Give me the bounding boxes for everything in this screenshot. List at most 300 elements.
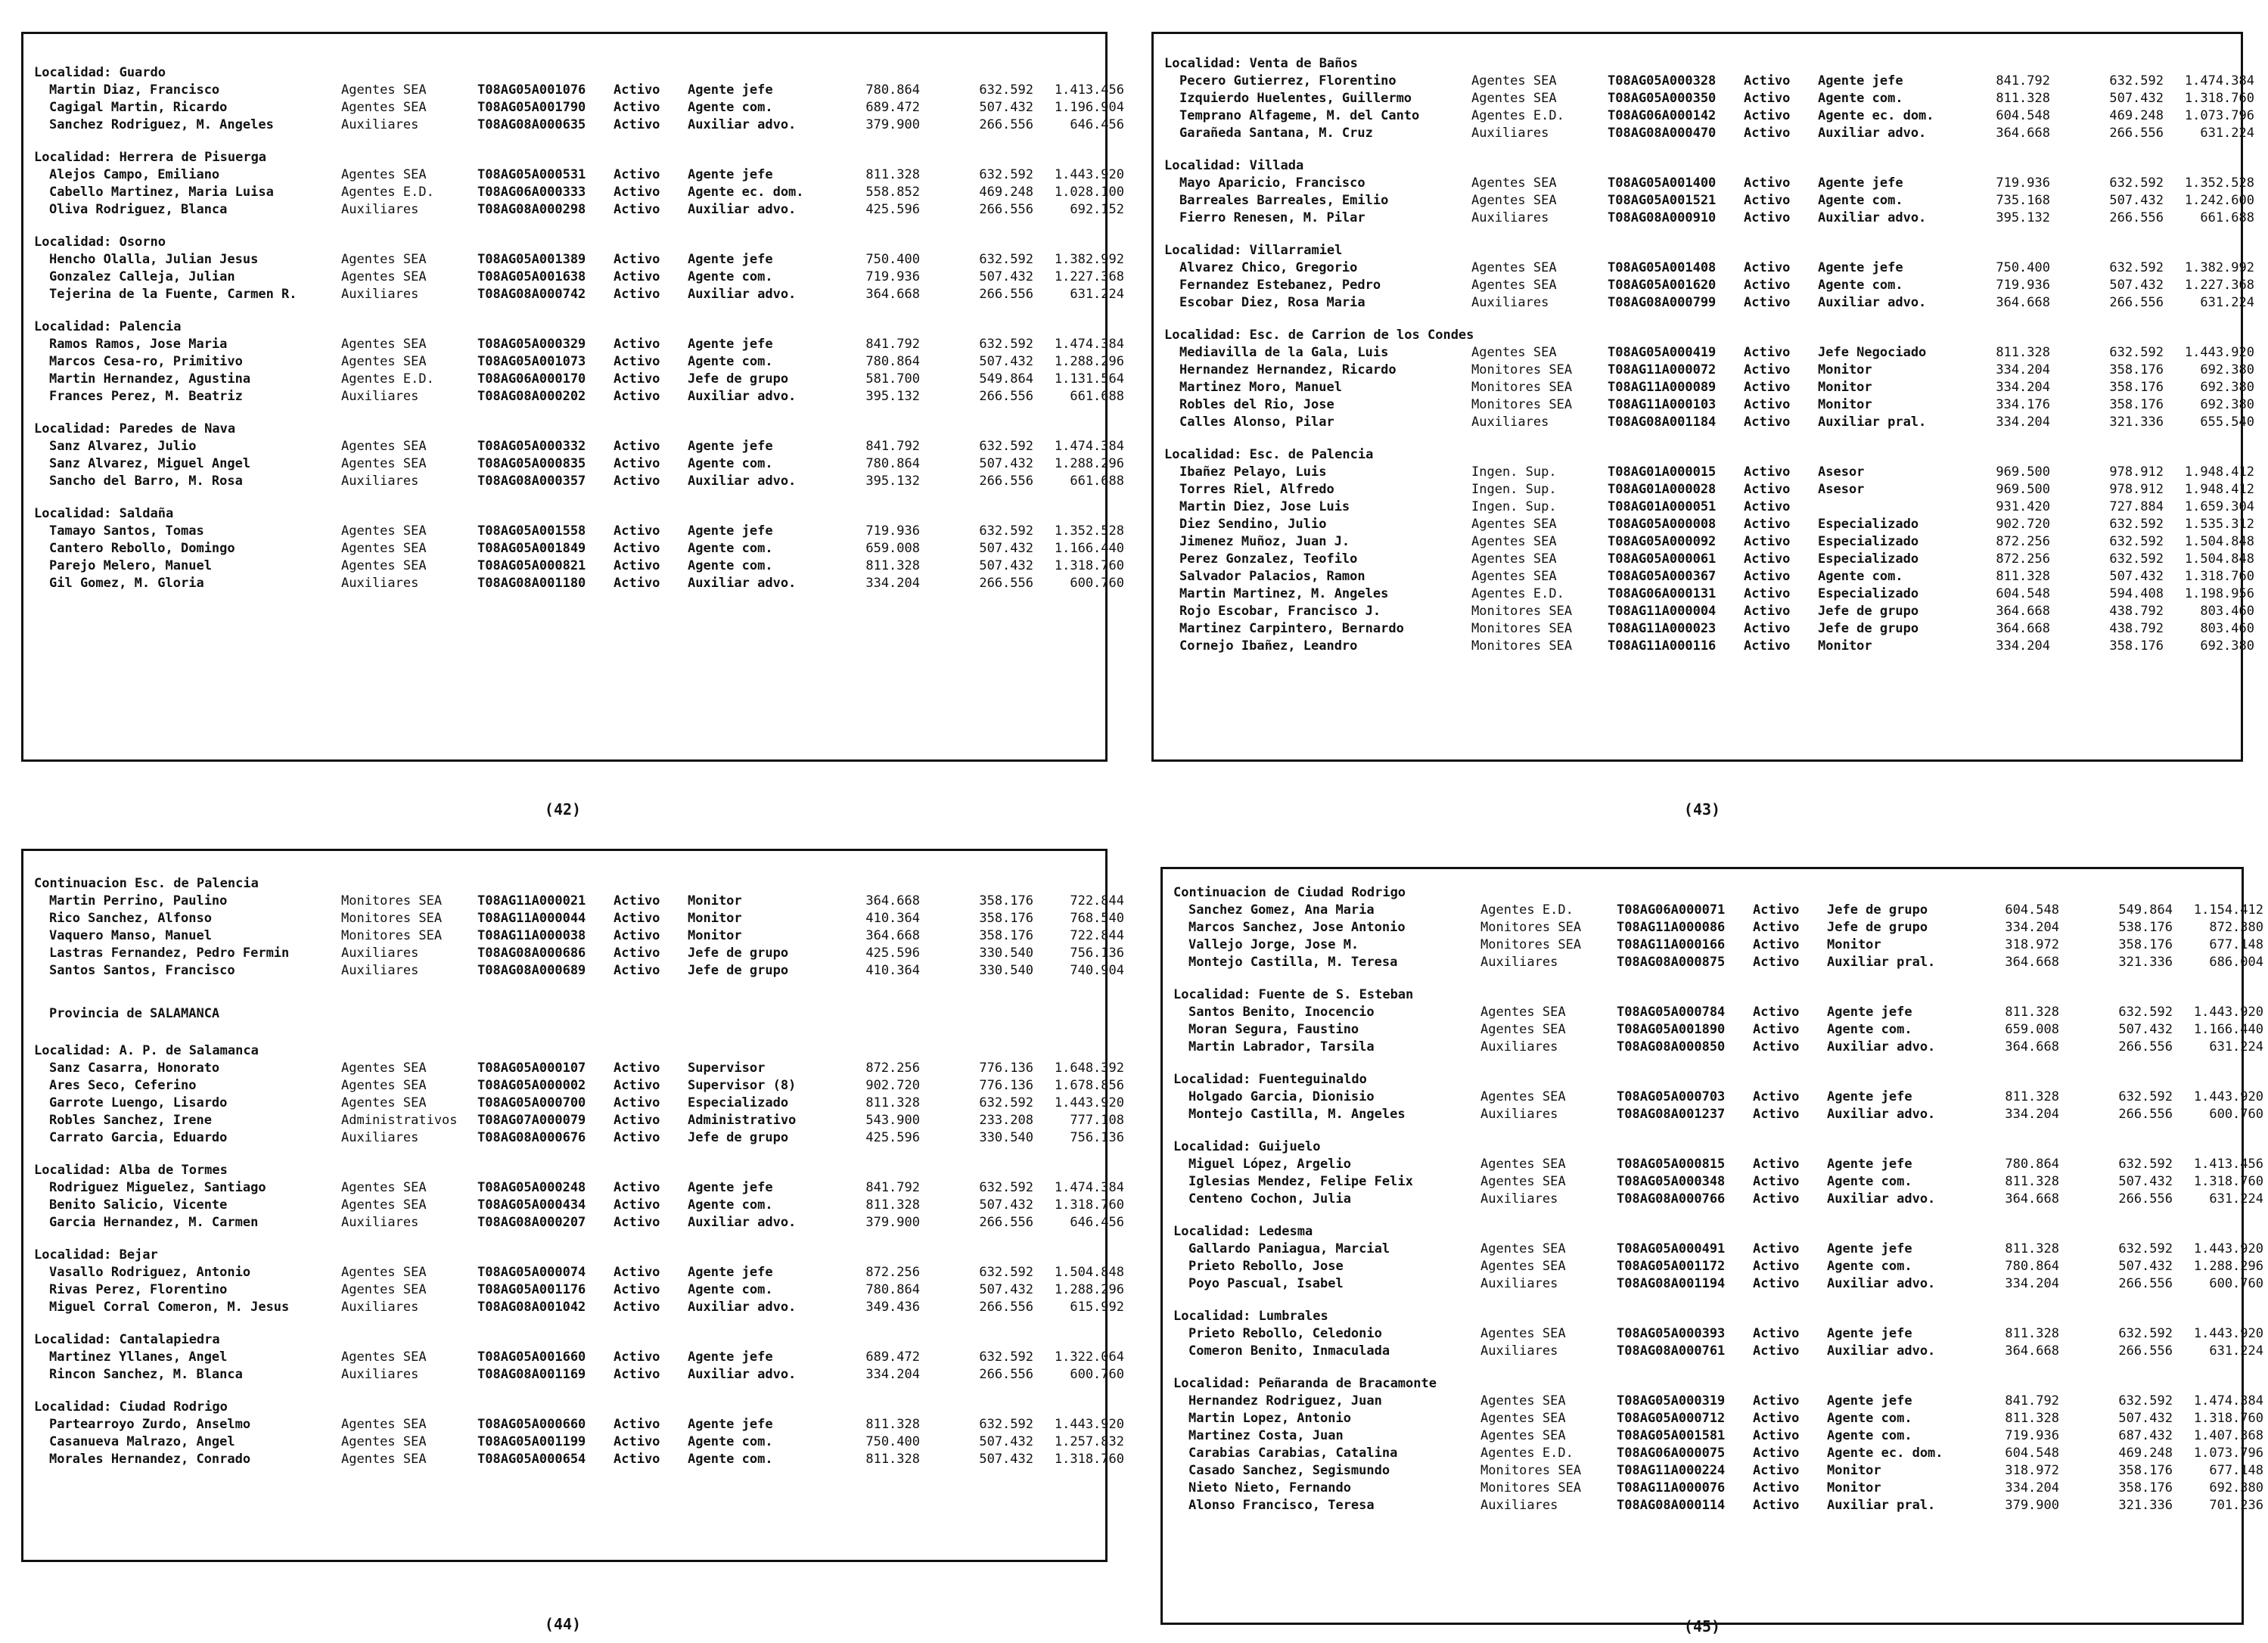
cell-position: Agente jefe: [688, 1265, 773, 1280]
cell-amount-1: 750.400: [865, 1434, 920, 1449]
cell-total: 661.688: [1070, 389, 1124, 404]
cell-code: T08AG05A001076: [477, 82, 586, 98]
cell-name: Benito Salicio, Vicente: [49, 1197, 228, 1213]
cell-total: 722.844: [1070, 893, 1124, 908]
employee-row: [1163, 1497, 2263, 1514]
cell-position: Monitor: [1818, 362, 1872, 377]
cell-position: Agente com.: [1818, 569, 1903, 584]
cell-amount-1: 334.204: [1996, 638, 2050, 654]
cell-total: 1.504.848: [1054, 1265, 1124, 1280]
cell-position: Jefe de grupo: [688, 1130, 789, 1145]
employee-row: [23, 1281, 1124, 1299]
cell-status: Activo: [1753, 1411, 1800, 1426]
cell-name: Vasallo Rodriguez, Antonio: [49, 1265, 251, 1280]
employee-row: [23, 473, 1124, 490]
locality-heading: Localidad: Villada: [1164, 158, 1304, 173]
cell-total: 701.236: [2209, 1498, 2263, 1513]
employee-row: [23, 1349, 1124, 1366]
cell-name: Alejos Campo, Emiliano: [49, 167, 220, 182]
employee-row: [23, 1060, 1124, 1077]
cell-group: Agentes SEA: [1471, 534, 1557, 549]
cell-status: Activo: [1744, 415, 1791, 430]
cell-group: Agentes SEA: [341, 100, 427, 115]
cell-position: Agente jefe: [1827, 1326, 1912, 1341]
cell-position: Agente com.: [688, 354, 773, 369]
cell-code: T08AG05A001389: [477, 252, 586, 267]
cell-amount-2: 507.432: [979, 269, 1033, 284]
cell-group: Auxiliares: [1480, 1039, 1558, 1054]
cell-group: Agentes SEA: [1471, 193, 1557, 208]
cell-total: 1.028.100: [1054, 185, 1124, 200]
cell-name: Ibañez Pelayo, Luis: [1179, 464, 1327, 480]
employee-row: [23, 927, 1124, 945]
cell-name: Mayo Aparicio, Francisco: [1179, 175, 1365, 191]
cell-position: Asesor: [1818, 482, 1865, 497]
cell-amount-1: 811.328: [865, 1095, 920, 1110]
cell-status: Activo: [1744, 210, 1791, 225]
cell-status: Activo: [1753, 1241, 1800, 1256]
cell-status: Activo: [614, 1197, 660, 1213]
locality-section: [1154, 55, 2254, 157]
cell-code: T08AG05A001581: [1617, 1428, 1726, 1443]
cell-amount-1: 969.500: [1996, 482, 2050, 497]
cell-amount-1: 364.668: [865, 287, 920, 302]
cell-group: Monitores SEA: [1480, 1463, 1582, 1478]
cell-name: Tamayo Santos, Tomas: [49, 523, 204, 539]
employee-row: [23, 286, 1124, 303]
cell-status: Activo: [1753, 955, 1800, 970]
cell-amount-2: 632.592: [2118, 1393, 2173, 1409]
cell-position: Jefe de grupo: [688, 946, 789, 961]
cell-position: Monitor: [1827, 1480, 1881, 1495]
cell-amount-2: 266.556: [979, 1215, 1033, 1230]
cell-position: Agente jefe: [688, 82, 773, 98]
cell-amount-1: 334.204: [2005, 1107, 2059, 1122]
cell-group: Auxiliares: [341, 389, 419, 404]
cell-group: Auxiliares: [1471, 210, 1549, 225]
cell-name: Miguel Corral Comeron, M. Jesus: [49, 1300, 290, 1315]
cell-code: T08AG08A001237: [1617, 1107, 1726, 1122]
cell-position: Agente com.: [688, 269, 773, 284]
cell-amount-1: 902.720: [865, 1078, 920, 1093]
cell-position: Agente com.: [688, 1452, 773, 1467]
cell-amount-2: 978.912: [2109, 464, 2164, 480]
cell-status: Activo: [1753, 902, 1800, 918]
locality-section: [23, 505, 1124, 607]
employee-row: [1154, 90, 2254, 107]
cell-group: Auxiliares: [1471, 295, 1549, 310]
cell-position: Monitor: [688, 911, 742, 926]
cell-amount-2: 632.592: [2109, 517, 2164, 532]
cell-status: Activo: [614, 117, 660, 132]
cell-total: 1.288.296: [1054, 1282, 1124, 1297]
cell-total: 1.322.064: [1054, 1349, 1124, 1365]
employee-row: [1154, 516, 2254, 533]
cell-name: Jimenez Muñoz, Juan J.: [1179, 534, 1350, 549]
cell-status: Activo: [614, 946, 660, 961]
cell-group: Auxiliares: [1471, 415, 1549, 430]
cell-amount-1: 841.792: [865, 337, 920, 352]
cell-name: Martin Diez, Jose Luis: [1179, 499, 1350, 514]
cell-group: Agentes E.D.: [1471, 586, 1564, 601]
cell-group: Agentes E.D.: [1471, 108, 1564, 123]
cell-position: Agente jefe: [688, 439, 773, 454]
cell-position: Agente ec. dom.: [1827, 1446, 1943, 1461]
employee-row: [23, 251, 1124, 269]
cell-position: Agente jefe: [688, 337, 773, 352]
employee-row: [23, 166, 1124, 184]
cell-name: Casanueva Malrazo, Angel: [49, 1434, 235, 1449]
cell-code: T08AG06A000075: [1617, 1446, 1726, 1461]
locality-section: [23, 234, 1124, 318]
cell-name: Torres Riel, Alfredo: [1179, 482, 1334, 497]
locality-heading: Localidad: Peñaranda de Bracamonte: [1173, 1376, 1437, 1391]
cell-amount-2: 507.432: [979, 100, 1033, 115]
cell-amount-2: 632.592: [979, 1265, 1033, 1280]
cell-status: Activo: [614, 1095, 660, 1110]
cell-code: T08AG01A000015: [1608, 464, 1717, 480]
cell-code: T08AG05A000348: [1617, 1174, 1726, 1189]
cell-code: T08AG11A000089: [1608, 380, 1717, 395]
cell-code: T08AG06A000333: [477, 185, 586, 200]
cell-name: Martinez Yllanes, Angel: [49, 1349, 228, 1365]
cell-code: T08AG06A000142: [1608, 108, 1717, 123]
cell-code: T08AG05A000531: [477, 167, 586, 182]
cell-position: Auxiliar advo.: [1818, 126, 1927, 141]
cell-status: Activo: [1753, 1343, 1800, 1359]
cell-amount-1: 364.668: [2005, 1039, 2059, 1054]
cell-position: Auxiliar advo.: [688, 117, 797, 132]
cell-status: Activo: [614, 893, 660, 908]
employee-row: [23, 82, 1124, 99]
employee-row: [1163, 1241, 2263, 1258]
cell-amount-1: 543.900: [865, 1113, 920, 1128]
cell-total: 631.224: [2200, 295, 2254, 310]
cell-group: Agentes E.D.: [341, 371, 434, 387]
cell-amount-1: 902.720: [1996, 517, 2050, 532]
cell-status: Activo: [1744, 380, 1791, 395]
locality-heading: Localidad: Paredes de Nava: [34, 421, 236, 436]
locality-heading: Localidad: Venta de Baños: [1164, 56, 1358, 71]
cell-code: T08AG06A000170: [477, 371, 586, 387]
locality-section: [23, 1247, 1124, 1331]
cell-code: T08AG05A000784: [1617, 1005, 1726, 1020]
cell-position: Jefe de grupo: [1818, 621, 1919, 636]
cell-name: Gonzalez Calleja, Julian: [49, 269, 235, 284]
cell-amount-2: 549.864: [979, 371, 1033, 387]
employee-row: [1154, 638, 2254, 655]
employee-row: [1154, 620, 2254, 638]
cell-position: Agente jefe: [688, 1349, 773, 1365]
locality-section: [23, 1399, 1124, 1483]
cell-name: Escobar Diez, Rosa Maria: [1179, 295, 1365, 310]
cell-code: T08AG11A000038: [477, 928, 586, 943]
cell-code: T08AG08A001042: [477, 1300, 586, 1315]
cell-name: Garcia Hernandez, M. Carmen: [49, 1215, 259, 1230]
cell-code: T08AG05A001073: [477, 354, 586, 369]
cell-total: 600.760: [1070, 1367, 1124, 1382]
employee-row: [23, 371, 1124, 388]
cell-amount-1: 425.596: [865, 202, 920, 217]
cell-status: Activo: [1753, 1276, 1800, 1291]
cell-position: Monitor: [1827, 1463, 1881, 1478]
cell-position: Agente com.: [1827, 1174, 1912, 1189]
cell-group: Auxiliares: [341, 287, 419, 302]
cell-code: T08AG08A000470: [1608, 126, 1717, 141]
cell-position: Auxiliar advo.: [688, 1367, 797, 1382]
cell-total: 646.456: [1070, 1215, 1124, 1230]
cell-amount-2: 507.432: [2118, 1174, 2173, 1189]
cell-position: Jefe de grupo: [688, 371, 789, 387]
cell-amount-2: 632.592: [2109, 260, 2164, 275]
cell-amount-2: 358.176: [2109, 397, 2164, 412]
employee-row: [23, 1095, 1124, 1112]
cell-group: Agentes SEA: [341, 82, 427, 98]
cell-amount-1: 659.008: [2005, 1022, 2059, 1037]
cell-name: Holgado Garcia, Dionisio: [1188, 1089, 1375, 1104]
locality-heading: Localidad: Fuenteguinaldo: [1173, 1072, 1367, 1087]
cell-total: 1.443.920: [1054, 1095, 1124, 1110]
employee-row: [1163, 954, 2263, 971]
cell-amount-2: 358.176: [2109, 380, 2164, 395]
cell-amount-1: 364.668: [2005, 1191, 2059, 1207]
cell-name: Sanchez Gomez, Ana Maria: [1188, 902, 1375, 918]
cell-group: Auxiliares: [1471, 126, 1549, 141]
cell-amount-2: 507.432: [979, 1434, 1033, 1449]
employee-row: [1154, 294, 2254, 312]
cell-name: Perez Gonzalez, Teofilo: [1179, 551, 1358, 567]
cell-group: Auxiliares: [1480, 1498, 1558, 1513]
cell-group: Agentes SEA: [1471, 569, 1557, 584]
cell-amount-1: 969.500: [1996, 464, 2050, 480]
locality-heading: Localidad: Esc. de Palencia: [1164, 447, 1374, 462]
cell-name: Diez Sendino, Julio: [1179, 517, 1327, 532]
cell-name: Hernandez Rodriguez, Juan: [1188, 1393, 1382, 1409]
cell-position: Auxiliar advo.: [1818, 210, 1927, 225]
cell-position: Auxiliar advo.: [688, 1300, 797, 1315]
cell-code: T08AG05A000061: [1608, 551, 1717, 567]
locality-section: [1163, 1071, 2263, 1138]
cell-name: Garrote Luengo, Lisardo: [49, 1095, 228, 1110]
cell-amount-1: 872.256: [1996, 534, 2050, 549]
cell-total: 1.073.796: [2193, 1446, 2263, 1461]
cell-name: Carrato Garcia, Eduardo: [49, 1130, 228, 1145]
cell-code: T08AG05A001521: [1608, 193, 1717, 208]
cell-amount-1: 811.328: [2005, 1174, 2059, 1189]
cell-name: Sancho del Barro, M. Rosa: [49, 474, 243, 489]
cell-position: Monitor: [1827, 937, 1881, 952]
cell-amount-2: 632.592: [2118, 1241, 2173, 1256]
cell-code: T08AG05A000350: [1608, 91, 1717, 106]
cell-amount-2: 438.792: [2109, 621, 2164, 636]
employee-row: [1154, 125, 2254, 142]
cell-group: Auxiliares: [341, 117, 419, 132]
cell-amount-2: 507.432: [979, 1452, 1033, 1467]
cell-total: 661.688: [1070, 474, 1124, 489]
cell-amount-1: 811.328: [865, 1197, 920, 1213]
cell-status: Activo: [1753, 1498, 1800, 1513]
cell-position: Auxiliar advo.: [1827, 1276, 1936, 1291]
cell-amount-1: 604.548: [2005, 1446, 2059, 1461]
locality-heading: Localidad: Cantalapiedra: [34, 1332, 220, 1347]
locality-heading: Localidad: Ciudad Rodrigo: [34, 1399, 228, 1415]
cell-total: 1.407.368: [2193, 1428, 2263, 1443]
locality-section: [23, 421, 1124, 505]
cell-amount-1: 334.204: [865, 1367, 920, 1382]
locality-heading: Localidad: Ledesma: [1173, 1224, 1313, 1239]
cell-total: 1.166.440: [2193, 1022, 2263, 1037]
cell-status: Activo: [1753, 1191, 1800, 1207]
cell-amount-1: 780.864: [865, 456, 920, 471]
locality-heading: Localidad: Alba de Tormes: [34, 1163, 228, 1178]
cell-code: T08AG05A001558: [477, 523, 586, 539]
locality-heading: Localidad: Lumbrales: [1173, 1309, 1328, 1324]
cell-group: Agentes SEA: [341, 1061, 427, 1076]
cell-amount-1: 425.596: [865, 1130, 920, 1145]
cell-amount-1: 719.936: [865, 269, 920, 284]
cell-total: 600.760: [2209, 1107, 2263, 1122]
cell-name: Izquierdo Huelentes, Guillermo: [1179, 91, 1412, 106]
cell-total: 1.318.760: [1054, 558, 1124, 573]
cell-status: Activo: [614, 100, 660, 115]
cell-group: Monitores SEA: [341, 893, 443, 908]
cell-amount-2: 776.136: [979, 1061, 1033, 1076]
cell-status: Activo: [1744, 126, 1791, 141]
employee-row: [23, 1366, 1124, 1384]
locality-heading: Localidad: Guijuelo: [1173, 1139, 1321, 1154]
cell-group: Agentes SEA: [1471, 345, 1557, 360]
cell-total: 631.224: [1070, 287, 1124, 302]
cell-code: T08AG08A000635: [477, 117, 586, 132]
cell-name: Poyo Pascual, Isabel: [1188, 1276, 1344, 1291]
cell-status: Activo: [1744, 517, 1791, 532]
cell-group: Agentes SEA: [341, 456, 427, 471]
cell-position: Agente com.: [1818, 278, 1903, 293]
cell-name: Santos Santos, Francisco: [49, 963, 235, 978]
employee-row: [1163, 1156, 2263, 1173]
cell-total: 1.242.600: [2184, 193, 2254, 208]
cell-amount-1: 364.668: [1996, 295, 2050, 310]
cell-amount-2: 330.540: [979, 1130, 1033, 1145]
locality-section: [1154, 327, 2254, 446]
cell-name: Iglesias Mendez, Felipe Felix: [1188, 1174, 1413, 1189]
cell-amount-1: 334.176: [1996, 397, 2050, 412]
cell-amount-1: 349.436: [865, 1300, 920, 1315]
cell-position: Administrativo: [688, 1113, 797, 1128]
cell-code: T08AG11A000116: [1608, 638, 1717, 654]
cell-amount-1: 604.548: [1996, 108, 2050, 123]
cell-group: Agentes SEA: [341, 252, 427, 267]
cell-total: 631.224: [2209, 1343, 2263, 1359]
cell-amount-1: 811.328: [2005, 1326, 2059, 1341]
cell-amount-2: 978.912: [2109, 482, 2164, 497]
cell-code: T08AG05A000367: [1608, 569, 1717, 584]
cell-code: T08AG05A001400: [1608, 175, 1717, 191]
cell-amount-2: 358.176: [979, 893, 1033, 908]
cell-amount-2: 266.556: [979, 1367, 1033, 1382]
cell-group: Agentes SEA: [1480, 1428, 1566, 1443]
cell-status: Activo: [1744, 638, 1791, 654]
cell-name: Sanchez Rodriguez, M. Angeles: [49, 117, 274, 132]
cell-status: Activo: [614, 202, 660, 217]
employee-row: [1154, 414, 2254, 431]
cell-amount-2: 266.556: [2109, 210, 2164, 225]
cell-amount-1: 334.204: [2005, 1480, 2059, 1495]
cell-status: Activo: [614, 167, 660, 182]
cell-code: T08AG05A000703: [1617, 1089, 1726, 1104]
cell-group: Auxiliares: [1480, 955, 1558, 970]
cell-amount-2: 632.592: [2109, 175, 2164, 191]
employee-row: [1163, 1106, 2263, 1123]
locality-heading: Localidad: Osorno: [34, 234, 166, 250]
cell-position: Especializado: [1818, 534, 1919, 549]
employee-row: [23, 1129, 1124, 1147]
cell-total: 1.474.384: [2193, 1393, 2263, 1409]
cell-code: T08AG05A000712: [1617, 1411, 1726, 1426]
cell-name: Parejo Melero, Manuel: [49, 558, 212, 573]
cell-total: 1.948.412: [2184, 464, 2254, 480]
cell-total: 1.288.296: [2193, 1259, 2263, 1274]
cell-status: Activo: [1744, 604, 1791, 619]
cell-total: 803.460: [2200, 604, 2254, 619]
locality-heading: Localidad: Esc. de Carrion de los Condes: [1164, 328, 1474, 343]
cell-group: Auxiliares: [341, 1215, 419, 1230]
cell-group: Agentes SEA: [1471, 91, 1557, 106]
cell-name: Rojo Escobar, Francisco J.: [1179, 604, 1381, 619]
cell-status: Activo: [1744, 397, 1791, 412]
cell-total: 600.760: [1070, 576, 1124, 591]
locality-section: [1163, 986, 2263, 1071]
cell-group: Ingen. Sup.: [1471, 464, 1557, 480]
cell-group: Agentes SEA: [1480, 1005, 1566, 1020]
cell-status: Activo: [614, 1349, 660, 1365]
cell-position: Auxiliar advo.: [688, 576, 797, 591]
cell-status: Activo: [1753, 1005, 1800, 1020]
cell-amount-1: 719.936: [1996, 278, 2050, 293]
cell-amount-1: 334.204: [1996, 380, 2050, 395]
cell-name: Vallejo Jorge, Jose M.: [1188, 937, 1359, 952]
cell-group: Monitores SEA: [1480, 920, 1582, 935]
cell-status: Activo: [614, 1452, 660, 1467]
cell-code: T08AG05A000332: [477, 439, 586, 454]
cell-name: Marcos Sanchez, Jose Antonio: [1188, 920, 1406, 935]
cell-name: Robles Sanchez, Irene: [49, 1113, 212, 1128]
cell-code: T08AG11A000004: [1608, 604, 1717, 619]
employee-row: [23, 893, 1124, 910]
cell-status: Activo: [1744, 464, 1791, 480]
cell-name: Gil Gomez, M. Gloria: [49, 576, 204, 591]
cell-amount-1: 811.328: [1996, 91, 2050, 106]
page-43: [1151, 32, 2254, 762]
employee-row: [1163, 1445, 2263, 1462]
cell-group: Ingen. Sup.: [1471, 482, 1557, 497]
cell-code: T08AG08A000766: [1617, 1191, 1726, 1207]
cell-amount-2: 594.408: [2109, 586, 2164, 601]
cell-amount-2: 266.556: [979, 389, 1033, 404]
cell-total: 1.382.992: [2184, 260, 2254, 275]
cell-total: 1.227.368: [1054, 269, 1124, 284]
cell-total: 756.136: [1070, 946, 1124, 961]
cell-code: T08AG08A000875: [1617, 955, 1726, 970]
cell-amount-2: 266.556: [2109, 295, 2164, 310]
cell-status: Activo: [1753, 1157, 1800, 1172]
cell-code: T08AG08A000689: [477, 963, 586, 978]
cell-name: Salvador Palacios, Ramon: [1179, 569, 1365, 584]
cell-amount-2: 266.556: [2118, 1343, 2173, 1359]
cell-name: Cabello Martinez, Maria Luisa: [49, 185, 274, 200]
employee-row: [23, 269, 1124, 286]
cell-status: Activo: [1744, 569, 1791, 584]
